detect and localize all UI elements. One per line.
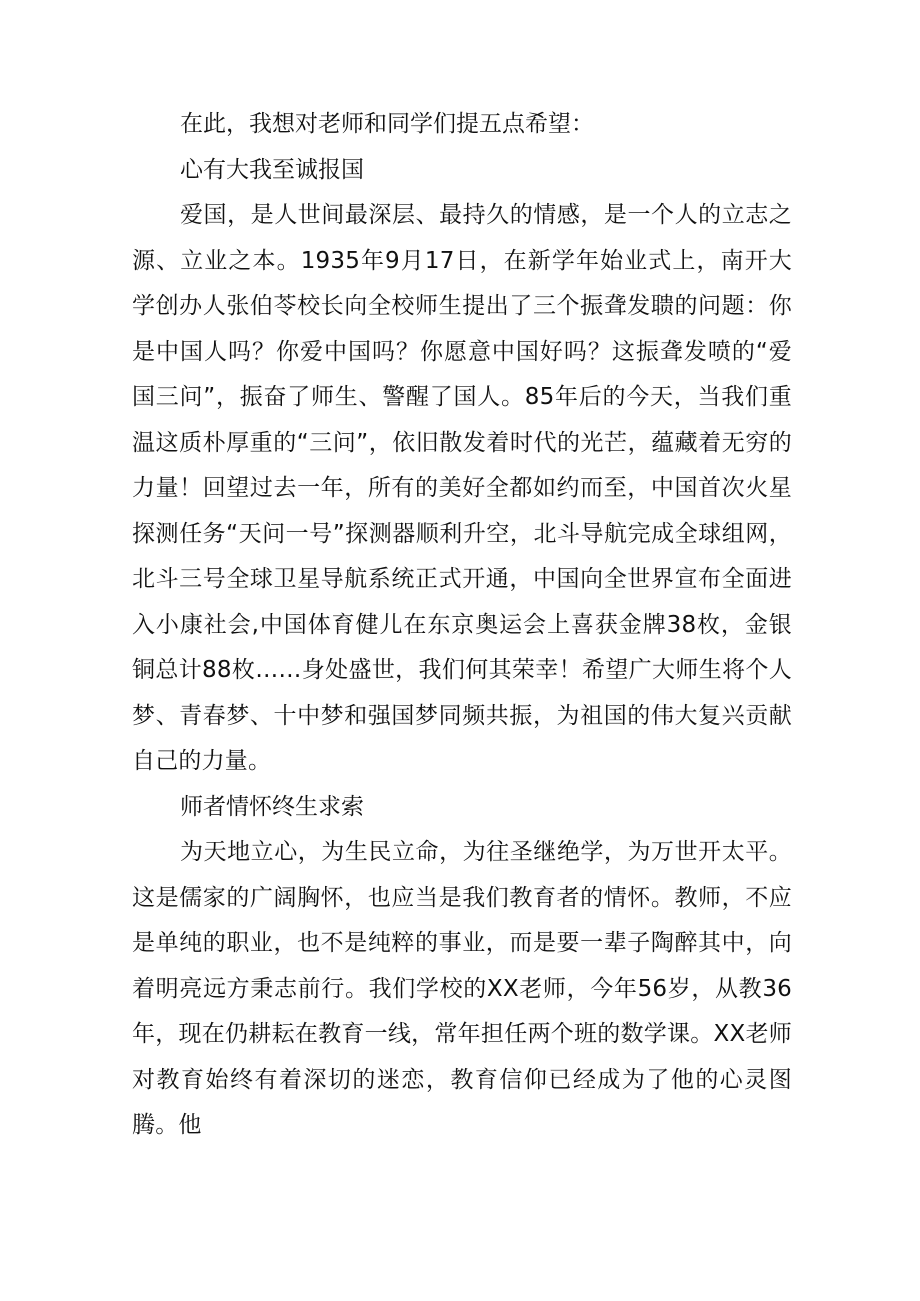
section-body-patriotism: 爱国，是人世间最深层、最持久的情感，是一个人的立志之源、立业之本。1935年9月17日，在新学年始业式上，南开大学创办人张伯苓校长向全校师生提出了三个振聋发聩的问题：你是中国人吗？你爱中国吗？你愿意中国好吗？这振聋发喷的“爱国三问”，振奋了师生、警醒了国人。85年后的今天，当我们重温这质朴厚重的“三问”，依旧散发着时代的光芒，蕴藏着无穷的力量！回望过去一年，所有的美好全都如约而至，中国首次火星探测任务“天问一号”探测器顺利升空，北斗导航完成全球组网，北斗三号全球卫星导航系统正式开通，中国向全世界宣布全面进入小康社会,中国体育健儿在东京奥运会上喜获金牌38枚，金银铜总计88枚……身处盛世，我们何其荣幸！希望广大师生将个人梦、青春梦、十中梦和强国梦同频共振，为祖国的伟大复兴贡献自己的力量。	[132, 202, 792, 774]
section-title-teachers: 师者情怀终生求索	[180, 793, 364, 820]
section-body-teachers: 为天地立心，为生民立命，为往圣继绝学，为万世开太平。这是儒家的广阔胸怀，也应当是我们教育者的情怀。教师，不应是单纯的职业，也不是纯粹的事业，而是要一辈子陶醉其中，向着明亮远方秉志前行。我们学校的XX老师，今年56岁，从教36年，现在仍耕耘在教育一线，常年担任两个班的数学课。XX老师对教育始终有着深切的迷恋，教育信仰已经成为了他的心灵图腾。他	[132, 839, 792, 1138]
document-body	[132, 102, 792, 1149]
intro-paragraph: 在此，我想对老师和同学们提五点希望：	[180, 111, 594, 137]
section-title-patriotism: 心有大我至诚报国	[180, 156, 364, 183]
